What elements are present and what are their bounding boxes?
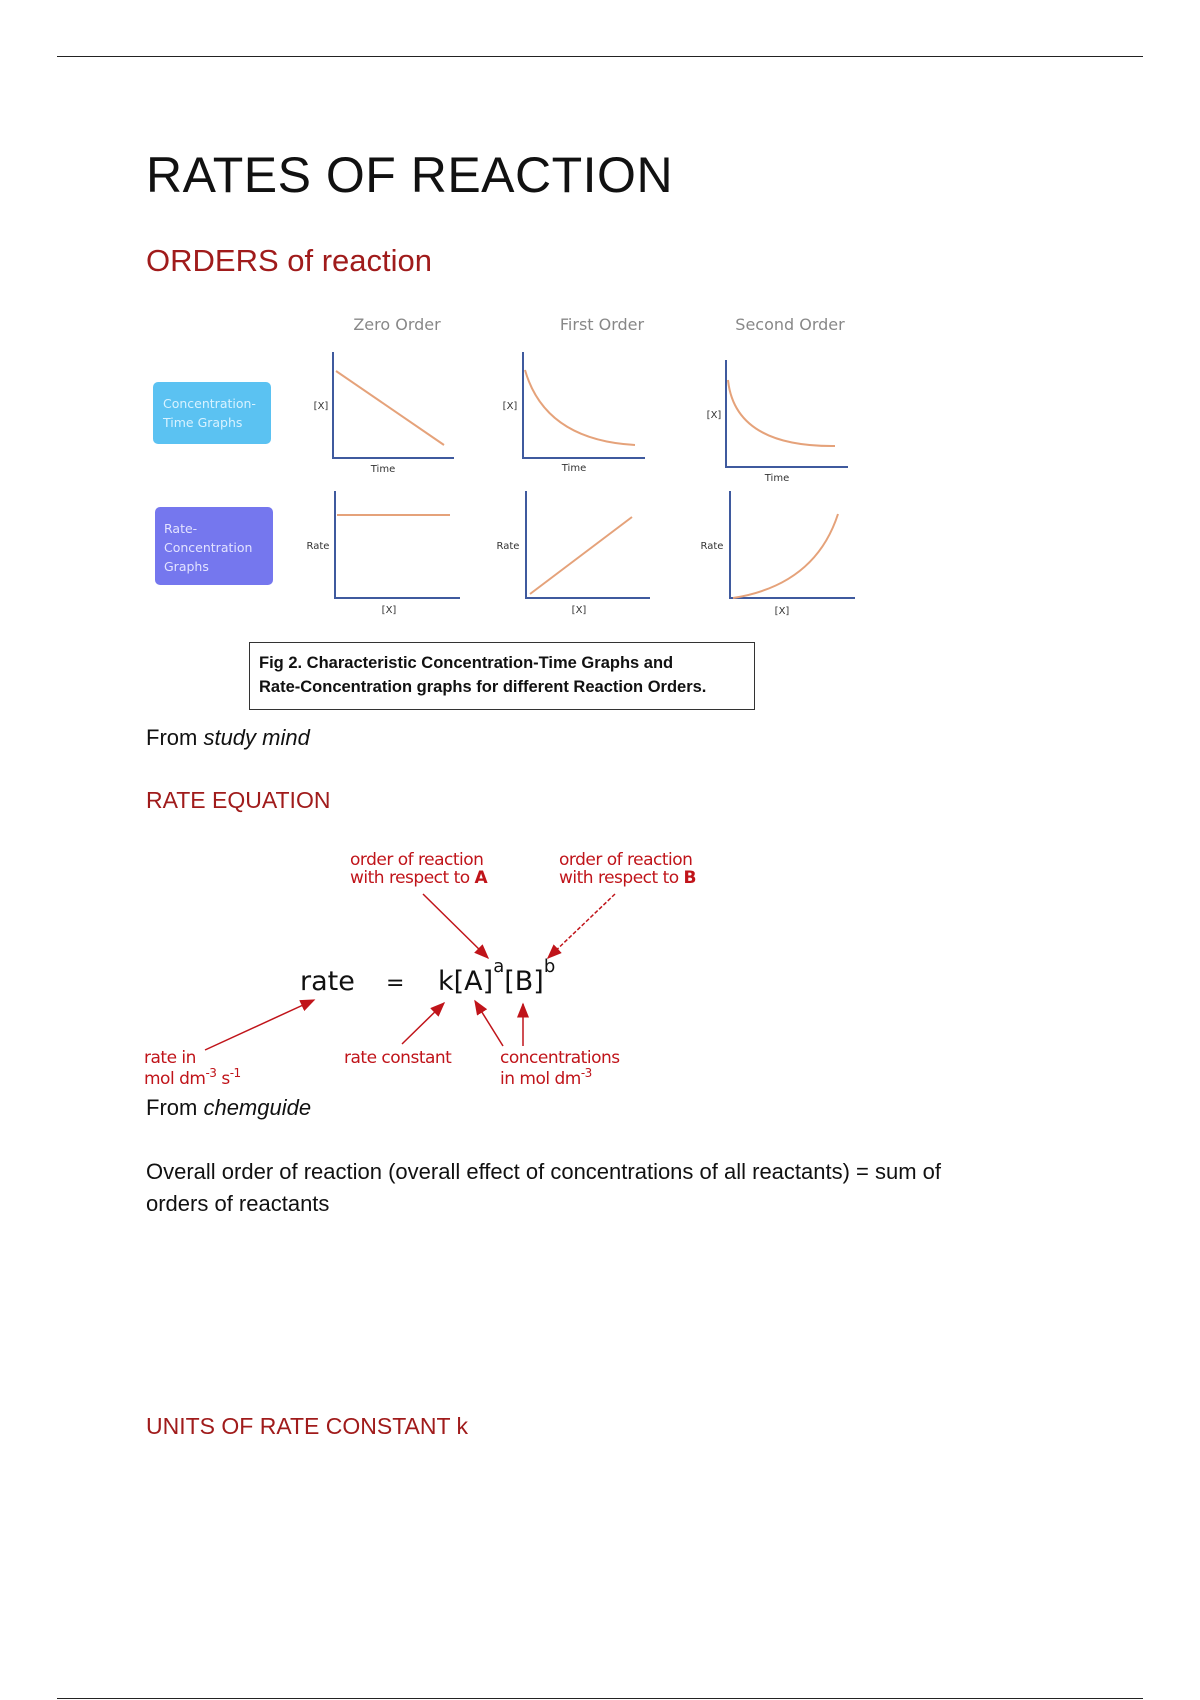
svg-text:Rate: Rate <box>306 541 330 552</box>
annotation-rate-units <box>144 1048 241 1089</box>
figure-caption <box>249 642 755 710</box>
source-chemguide: From chemguide <box>146 1095 312 1120</box>
svg-text:Rate: Rate <box>496 541 520 552</box>
svg-text:Concentration: Concentration <box>164 540 253 555</box>
annotation-concentrations <box>500 1048 620 1089</box>
svg-text:[X]: [X] <box>571 605 587 616</box>
svg-text:Concentration-: Concentration- <box>163 396 256 411</box>
svg-text:[X]: [X] <box>706 410 722 421</box>
equation-rhs: $k[A]^a[B]^b$ <box>438 956 556 997</box>
svg-text:with respect to B: with respect to B <box>559 868 697 888</box>
svg-text:order of reaction: order of reaction <box>559 850 693 870</box>
annotation-rate-constant: rate constant <box>344 1048 452 1068</box>
column-header-zero-order: Zero Order <box>353 315 441 334</box>
row-label-concentration-time <box>153 382 271 444</box>
source-name: study mind <box>203 725 310 750</box>
rate-equation-diagram <box>0 820 1200 1120</box>
graph-second-order-rate-conc <box>701 491 855 617</box>
svg-text:[X]: [X] <box>313 401 329 412</box>
graph-first-order-rate-conc <box>497 491 650 616</box>
source-name: chemguide <box>203 1095 312 1120</box>
caption-line-2: Rate-Concentration graphs for different Reaction Orders. <box>259 678 707 696</box>
source-study-mind: From study mind <box>146 725 310 750</box>
graph-zero-order-conc-time <box>314 352 454 475</box>
row-label-rate-concentration <box>155 507 273 585</box>
svg-text:concentrations: concentrations <box>500 1048 620 1068</box>
svg-text:Rate: Rate <box>700 541 724 552</box>
overall-order-paragraph <box>146 1156 1046 1220</box>
svg-text:rate in: rate in <box>144 1048 196 1068</box>
svg-text:Time Graphs: Time Graphs <box>163 415 243 430</box>
svg-text:[X]: [X] <box>381 605 397 616</box>
svg-text:with respect to A: with respect to A <box>350 868 488 888</box>
svg-text:Time: Time <box>370 464 396 475</box>
section-heading-units: UNITS OF RATE CONSTANT k <box>146 1413 469 1439</box>
section-heading-orders: ORDERS of reaction <box>146 243 432 278</box>
svg-text:mol dm-3 s-1: mol $dm^{-3}$ $s^{-1}$ <box>144 1066 241 1089</box>
overall-order-line-1: Overall order of reaction (overall effect of concentrations of all reactants) = sum of <box>146 1159 942 1184</box>
svg-text:Time: Time <box>561 463 587 474</box>
svg-text:order of reaction: order of reaction <box>350 850 484 870</box>
svg-text:[X]: [X] <box>774 606 790 617</box>
column-header-first-order: First Order <box>559 315 645 334</box>
equation-equals: = <box>386 971 405 996</box>
annotation-order-b <box>559 850 696 888</box>
annotation-order-a <box>350 850 489 888</box>
page-title: RATES OF REACTION <box>146 147 674 203</box>
bottom-rule <box>57 1698 1143 1699</box>
equation-lhs: rate <box>300 966 355 997</box>
svg-text:Time: Time <box>764 473 790 484</box>
graph-zero-order-rate-conc <box>307 491 460 616</box>
graph-second-order-conc-time <box>707 360 848 484</box>
caption-line-1: Fig 2. Characteristic Concentration-Time Graphs and <box>259 654 674 672</box>
overall-order-line-2: orders of reactants <box>146 1191 330 1216</box>
svg-text:Rate-: Rate- <box>164 521 198 536</box>
section-heading-rate-equation: RATE EQUATION <box>146 787 331 813</box>
svg-text:[X]: [X] <box>502 401 518 412</box>
svg-text:Graphs: Graphs <box>164 559 209 574</box>
svg-text:in mol dm-3: in mol $dm^{-3}$ <box>500 1066 592 1089</box>
graph-first-order-conc-time <box>503 352 645 474</box>
column-header-second-order: Second Order <box>735 315 845 334</box>
orders-figure <box>0 0 1200 640</box>
